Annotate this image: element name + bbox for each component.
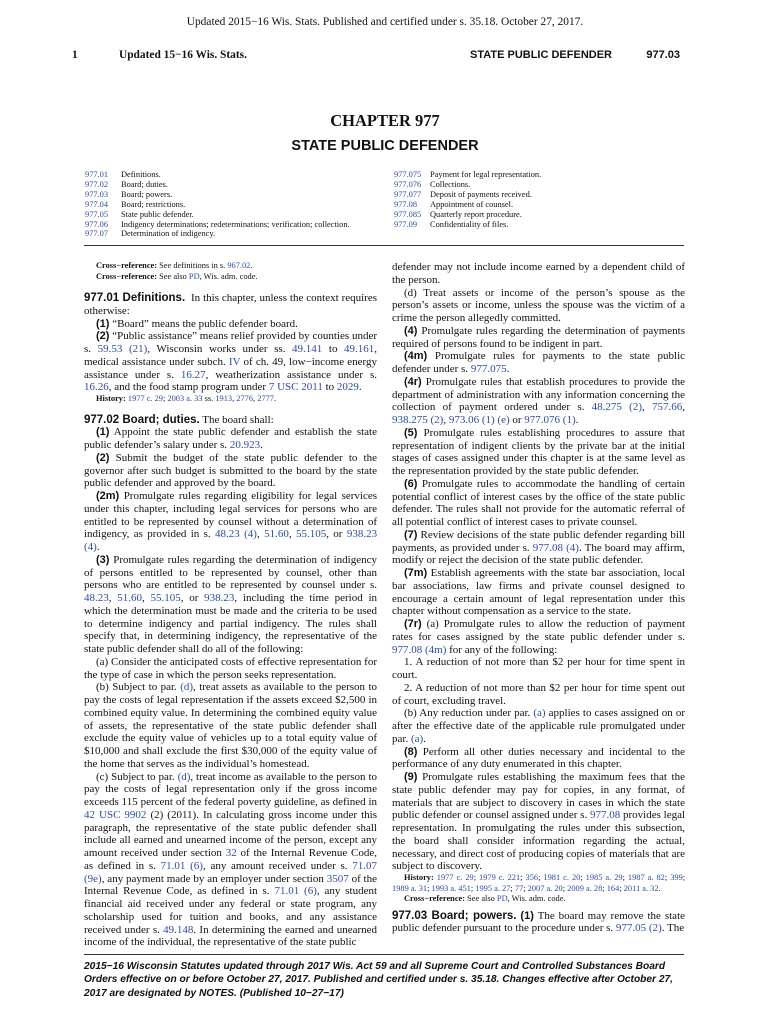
toc-entry — [394, 170, 694, 180]
history-link[interactable]: 1985 a. 29 — [585, 873, 623, 882]
header-updated: Updated 15−16 Wis. Stats. — [119, 49, 247, 61]
history-link[interactable]: 1981 c. 20 — [543, 873, 581, 882]
subsection: (3) Promulgate rules regarding the determination of indigency of persons entitled to be represented by counsel, other than persons who are entitled to be represented by counsel under s. 48.23, 51.60, 55.105, or 938.23, including the time period in which the determination must be made and the criteria to be used to determine indigency and partial indigency. The rules shall specify that, in determining indigency, the representative of the state public defender shall do all of the following: — [84, 553, 378, 655]
history-link[interactable]: 2011 a. 32 — [623, 883, 659, 893]
history-link[interactable]: 2003 a. 33 — [167, 394, 203, 403]
section-977-01: 977.01 Definitions. In this chapter, unless the context requires otherwise: — [84, 292, 377, 317]
toc-section-title: Board; restrictions. — [121, 199, 186, 209]
statute-link[interactable]: 977.08 — [589, 809, 621, 822]
paragraph-link[interactable]: (a) — [533, 707, 546, 720]
page-number: 1 — [72, 49, 78, 61]
subsection: (8) Perform all other duties necessary and incidental to the performance of any duty enumerated in this chapter. — [392, 745, 686, 771]
statute-link[interactable]: 2029 — [336, 381, 359, 394]
history-link[interactable]: 1993 a. 451 — [431, 883, 471, 893]
statute-link[interactable]: 55.105 — [150, 592, 181, 604]
statute-link[interactable]: 32 — [225, 847, 237, 859]
paragraph: (b) Subject to par. (d), treat assets as available to the person to pay the costs of legal representation if the assets exceed $2,500 in combined equity value. In determining the combined equity value of assets, the representative of the state public defender shall exclude the equity value of vehicles up to a total equity value of $10,000 and shall exclude the first $30,000 of the equity value of the home that serves as the individual’s homestead. — [84, 681, 377, 770]
chapter-heading: CHAPTER 977 — [330, 111, 440, 130]
toc-section-title: Collections. — [430, 179, 471, 189]
paragraph-link[interactable]: (d) — [177, 770, 191, 783]
toc-section-link[interactable]: 977.07 — [85, 229, 109, 239]
toc-section-title: Confidentiality of files. — [430, 219, 509, 229]
subsection: (7r) (a) Promulgate rules to allow the reduction of payment rates for cases assigned by the state public defender under s. 977.08 (4m) for any of the following: — [392, 618, 685, 656]
subsection: (4) Promulgate rules regarding the determination of payments required of persons found to be indigent in part. — [392, 324, 685, 350]
statute-link[interactable]: 49.141 — [292, 343, 323, 355]
subsection: (1) Appoint the state public defender and establish the state public defender’s salary under s. 20.923. — [84, 426, 377, 451]
header-section-title: STATE PUBLIC DEFENDER — [470, 49, 612, 61]
toc-section-title: Quarterly report procedure. — [430, 209, 522, 219]
header-section-number: 977.03 — [646, 49, 680, 61]
statute-link[interactable]: 967.02 — [227, 261, 251, 270]
cross-reference: Cross−reference: See definitions in s. 967.02. — [96, 261, 253, 270]
statute-link[interactable]: 51.60 — [117, 592, 142, 604]
admin-code-link[interactable]: PD — [188, 271, 200, 281]
toc-section-title: Board; powers. — [121, 189, 173, 199]
toc-section-link[interactable]: 977.04 — [85, 199, 109, 209]
divider — [84, 245, 684, 246]
statute-link[interactable]: 71.01 (6) — [274, 885, 317, 898]
toc-section-title: Deposit of payments received. — [430, 189, 532, 199]
statute-link[interactable]: 49.161 — [344, 343, 375, 355]
statute-link[interactable]: 59.53 (21) — [97, 343, 148, 355]
paragraph: (b) Any reduction under par. (a) applies to cases assigned on or after the effective date of the applicable rule promulgated under par. (a). — [392, 707, 686, 745]
paragraph: (a) Consider the anticipated costs of effective representation for the type of case in which the person seeks representation. — [84, 655, 377, 681]
running-header — [72, 49, 680, 65]
section-977-03: 977.03 Board; powers. (1) The board may remove the state public defender pursuant to the procedure under s. 977.05 (2). The — [392, 909, 686, 935]
history-link[interactable]: 356 — [525, 873, 539, 882]
statute-link[interactable]: 938.23 (4) — [84, 528, 378, 553]
cross-reference: Cross−reference: See also PD, Wis. adm. code. — [404, 894, 566, 903]
toc-section-title: Determination of indigency. — [121, 229, 216, 239]
left-column — [84, 261, 377, 949]
toc-section-link[interactable]: 977.075 — [394, 170, 422, 179]
toc-section-link[interactable]: 977.08 — [394, 199, 418, 209]
history-link[interactable]: 399 — [670, 873, 683, 882]
toc-section-link[interactable]: 977.085 — [394, 209, 422, 219]
toc-right — [394, 170, 694, 229]
statute-link[interactable]: 48.23 — [84, 592, 109, 604]
history-link[interactable]: 1995 a. 27 — [475, 883, 511, 893]
statute-link[interactable]: 55.105 — [295, 528, 327, 541]
history-link[interactable]: 2777 — [257, 394, 274, 403]
section-977-02: 977.02 Board; duties. The board shall: — [84, 413, 274, 426]
subsection: (1) “Board” means the public defender board. — [96, 317, 298, 330]
chapter-title: STATE PUBLIC DEFENDER — [291, 138, 479, 154]
footer-divider — [84, 954, 684, 955]
statute-link[interactable]: 973.06 (1) (e) — [448, 414, 510, 426]
history-link[interactable]: 1977 c. 29 — [436, 873, 474, 882]
statute-link[interactable]: 938.275 (2) — [392, 414, 444, 426]
toc-entry — [85, 170, 385, 180]
subsection: (2) “Public assistance” means relief provided by counties under s. 59.53 (21), Wisconsin works under ss. 49.141 to 49.161, medical assistance under subch. IV of ch. 49, low−income energy assistance under s. 16.27, weatherization assistance under s. 16.26, and the food stamp program under 7 USC 2011 to 2029. — [84, 330, 378, 394]
subsection: (2m) Promulgate rules regarding eligibility for legal services under this chapter, including legal services for persons who are entitled to be represented by counsel without a determination of indigency, as provided in s. 48.23 (4), 51.60, 55.105, or 938.23 (4). — [84, 490, 378, 553]
statute-link[interactable]: 48.23 (4) — [215, 528, 257, 541]
statute-link[interactable]: 71.07 (9e) — [84, 859, 378, 885]
toc-left — [85, 170, 385, 239]
toc-section-title: Payment for legal representation. — [430, 170, 542, 179]
right-column — [392, 261, 685, 935]
paragraph: (d) Treat assets or income of the person’s spouse as the person’s assets or income, unless the spouse was the victim of a crime the person allegedly committed. — [392, 286, 685, 324]
toc-section-link[interactable]: 977.06 — [85, 219, 109, 229]
history-link[interactable]: 1989 a. 31 — [392, 883, 428, 893]
statute-link[interactable]: 48.275 (2) — [591, 401, 642, 414]
statute-link[interactable]: 977.08 (4) — [532, 541, 579, 554]
paragraph: (c) Subject to par. (d), treat income as available to the person to pay the costs of legal representation only if the gross income exceeds 115 percent of the federal poverty guideline, as defined in 42 USC 9902 (2) (2011). In calculating gross income under this paragraph, the representative of the state public defender shall include all earned and unearned income of the person, except any amount received under section 32 of the Internal Revenue Code, as defined in s. 71.01 (6), any amount received under s. 71.07 (9e), any payment made by an employer under section 3507 of the Internal Revenue Code, as defined in s. 71.01 (6), any student financial aid received under any federal or state program, any scholarship used for tuition and books, and any assistance received under s. 49.148. In determining the earned and unearned income of the individual, the representative of the state public — [84, 770, 378, 949]
history-link[interactable]: 2776 — [236, 394, 254, 403]
subsection: (9) Promulgate rules establishing the maximum fees that the state public defender may pay for copies, in any format, of materials that are subject to discovery in cases in which the state public defender or counsel assigned under s. 977.08 provides legal representation. In promulgating the rules under this subsection, the board shall consider information regarding the actual, necessary, and direct cost of producing copies of materials that are subject to discovery. — [392, 771, 686, 873]
subsection: (4r) Promulgate rules that establish procedures to provide the department of administration with any information concerning the collection of payment ordered under s. 48.275 (2), 757.66, 938.275 (2), 973.06 (1) (e) or 977.076 (1). — [392, 375, 686, 426]
subdivision: 2. A reduction of not more than $2 per hour for time spent out of court, excluding travel. — [392, 681, 685, 707]
toc-section-link[interactable]: 977.076 — [394, 179, 422, 189]
statute-link[interactable]: 3507 — [326, 872, 349, 885]
toc-section-link[interactable]: 977.05 — [85, 209, 109, 219]
toc-entry — [394, 220, 694, 230]
statute-link[interactable]: 977.05 (2) — [615, 922, 662, 935]
subsection: (5) Promulgate rules establishing procedures to assure that representation of indigent clients by the private bar at the initial stages of cases assigned under this chapter is at the same level as the representation provided by the state public defender. — [392, 426, 685, 477]
toc-entry — [85, 229, 385, 239]
toc-section-link[interactable]: 977.09 — [394, 219, 418, 229]
statute-link[interactable]: 977.08 (4m) — [392, 643, 447, 656]
history-link[interactable]: 1977 c. 29 — [127, 394, 163, 403]
toc-section-title: State public defender. — [121, 209, 194, 219]
statute-link[interactable]: 977.075 — [470, 363, 507, 375]
toc-section-title: Board; duties. — [121, 179, 168, 189]
statute-link[interactable]: 42 USC 9902 — [84, 808, 147, 821]
admin-code-link[interactable]: PD — [496, 894, 508, 903]
subsection: (7m) Establish agreements with the state bar association, local bar associations, law firms and private counsel designed to encourage a certain amount of legal representation under this chapter without compensation as a service to the state. — [392, 567, 686, 618]
toc-section-link[interactable]: 977.02 — [85, 179, 109, 189]
toc-section-title: Definitions. — [121, 170, 161, 179]
toc-entry — [394, 200, 694, 210]
toc-entry — [85, 210, 385, 220]
history-link[interactable]: 77 — [514, 883, 524, 893]
top-notice: Updated 2015−16 Wis. Stats. Published and certified under s. 35.18. October 27, 2017. — [186, 16, 584, 28]
history-link[interactable]: 1913 — [215, 394, 233, 403]
paragraph-continuation: defender may not include income earned by a dependent child of the person. — [392, 261, 685, 286]
footer-note: 2015−16 Wisconsin Statutes updated through 2017 Wis. Act 59 and all Supreme Court and Controlled Substances Board Orders effective on or before October 27, 2017. Published and certified under s. 35.18. Changes effective after October 27, 2017 are designated by NOTES. (Published 10−27−17) — [84, 961, 674, 999]
toc-section-title: Appointment of counsel. — [430, 199, 514, 209]
subdivision: 1. A reduction of not more than $2 per hour for time spent in court. — [392, 656, 685, 681]
statute-link[interactable]: 938.23 — [204, 592, 235, 604]
statute-link[interactable]: 16.27 — [180, 368, 206, 381]
history-link[interactable]: 1979 c. 221 — [479, 873, 521, 882]
statute-link[interactable]: 71.01 (6) — [160, 859, 203, 872]
toc-entry — [85, 220, 385, 230]
statute-link[interactable]: 977.076 (1) — [524, 414, 576, 426]
statute-link[interactable]: 757.66 — [652, 401, 683, 414]
paragraph-link[interactable]: (a) — [410, 732, 424, 745]
history-note: History: 1977 c. 29; 2003 a. 33 ss. 1913, 2776, 2777. — [96, 394, 277, 403]
toc-entry — [85, 190, 385, 200]
subsection: (7) Review decisions of the state public defender regarding bill payments, as provided under s. 977.08 (4). The board may affirm, modify or reject the decision of the state public defender. — [392, 528, 686, 567]
history-link[interactable]: 2009 a. 28 — [567, 883, 603, 893]
statute-link[interactable]: 51.60 — [264, 528, 289, 541]
toc-section-link[interactable]: 977.01 — [85, 170, 109, 179]
toc-section-link[interactable]: 977.077 — [394, 189, 422, 199]
statute-link[interactable]: 7 USC 2011 — [268, 381, 323, 394]
toc-entry — [85, 200, 385, 210]
subsection: (6) Promulgate rules to accommodate the handling of certain potential conflict of interest cases by the office of the state public defender. The rules shall not provide for the automatic referral of all potential conflict of interest cases to private counsel. — [392, 477, 685, 528]
subsection: (4m) Promulgate rules for payments to the state public defender under s. 977.075. — [392, 350, 686, 375]
statute-link[interactable]: 16.26 — [84, 381, 109, 394]
cross-reference: Cross−reference: See also PD, Wis. adm. code. — [96, 271, 258, 281]
toc-section-title: Indigency determinations; redeterminations; verification; collection. — [121, 219, 350, 229]
subsection: (2) Submit the budget of the state public defender to the governor after such budget is submitted to the board by the state public defender and approved by the board. — [84, 451, 378, 490]
history-link[interactable]: 1987 a. 82 — [627, 873, 665, 882]
statute-link[interactable]: 20.923 — [229, 439, 261, 451]
toc-section-link[interactable]: 977.03 — [85, 189, 109, 199]
paragraph-link[interactable]: (d) — [180, 681, 194, 694]
toc-entry — [394, 180, 694, 190]
statute-link[interactable]: IV — [228, 355, 241, 368]
toc-entry — [394, 190, 694, 200]
history-link[interactable]: 164 — [606, 883, 620, 893]
history-note: History: 1977 c. 29; 1979 c. 221; 356; 1981 c. 20; 1985 a. 29; 1987 a. 82; 399; 1989 a. 31; 1993 a. 451; 1995 a. 27; 77; 2007 a. 20; 2009 a. 28; 164; 2011 a. 32. — [392, 873, 686, 893]
statute-link[interactable]: 49.148 — [163, 923, 194, 936]
toc-entry — [85, 180, 385, 190]
history-link[interactable]: 2007 a. 20 — [527, 883, 563, 893]
toc-entry — [394, 210, 694, 220]
